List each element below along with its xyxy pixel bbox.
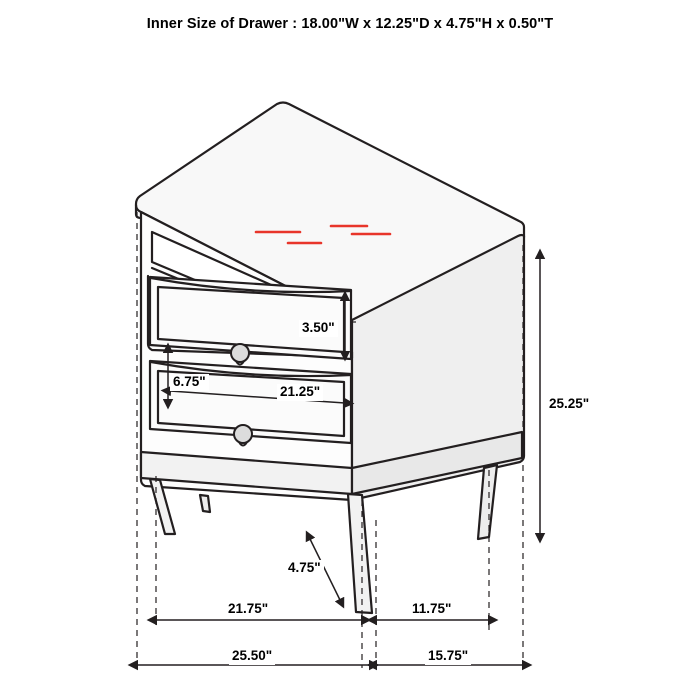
dimension-label-front-width: 21.75" [225,601,271,618]
page-title: Inner Size of Drawer : 18.00"W x 12.25"D x 4.75"H x 0.50"T [146,16,554,32]
leg-front-right [348,494,372,613]
dimension-label-overall-depth: 15.75" [425,648,471,665]
knob-lower-drawer [234,425,252,443]
dimension-label-shelf-opening-height: 3.50" [299,320,338,337]
dimension-label-leg-height: 4.75" [285,560,324,577]
dimension-label-side-depth: 11.75" [409,601,454,618]
dimension-label-overall-width: 25.50" [229,648,275,665]
dimension-label-drawer-front-width: 21.25" [277,384,323,401]
nightstand-illustration [136,103,524,614]
leg-back-left [200,495,210,512]
dimension-label-drawer-front-height: 6.75" [170,374,209,391]
leg-back-right [478,465,497,539]
knob-upper-drawer [231,344,249,362]
dimension-label-overall-height: 25.25" [546,396,592,413]
